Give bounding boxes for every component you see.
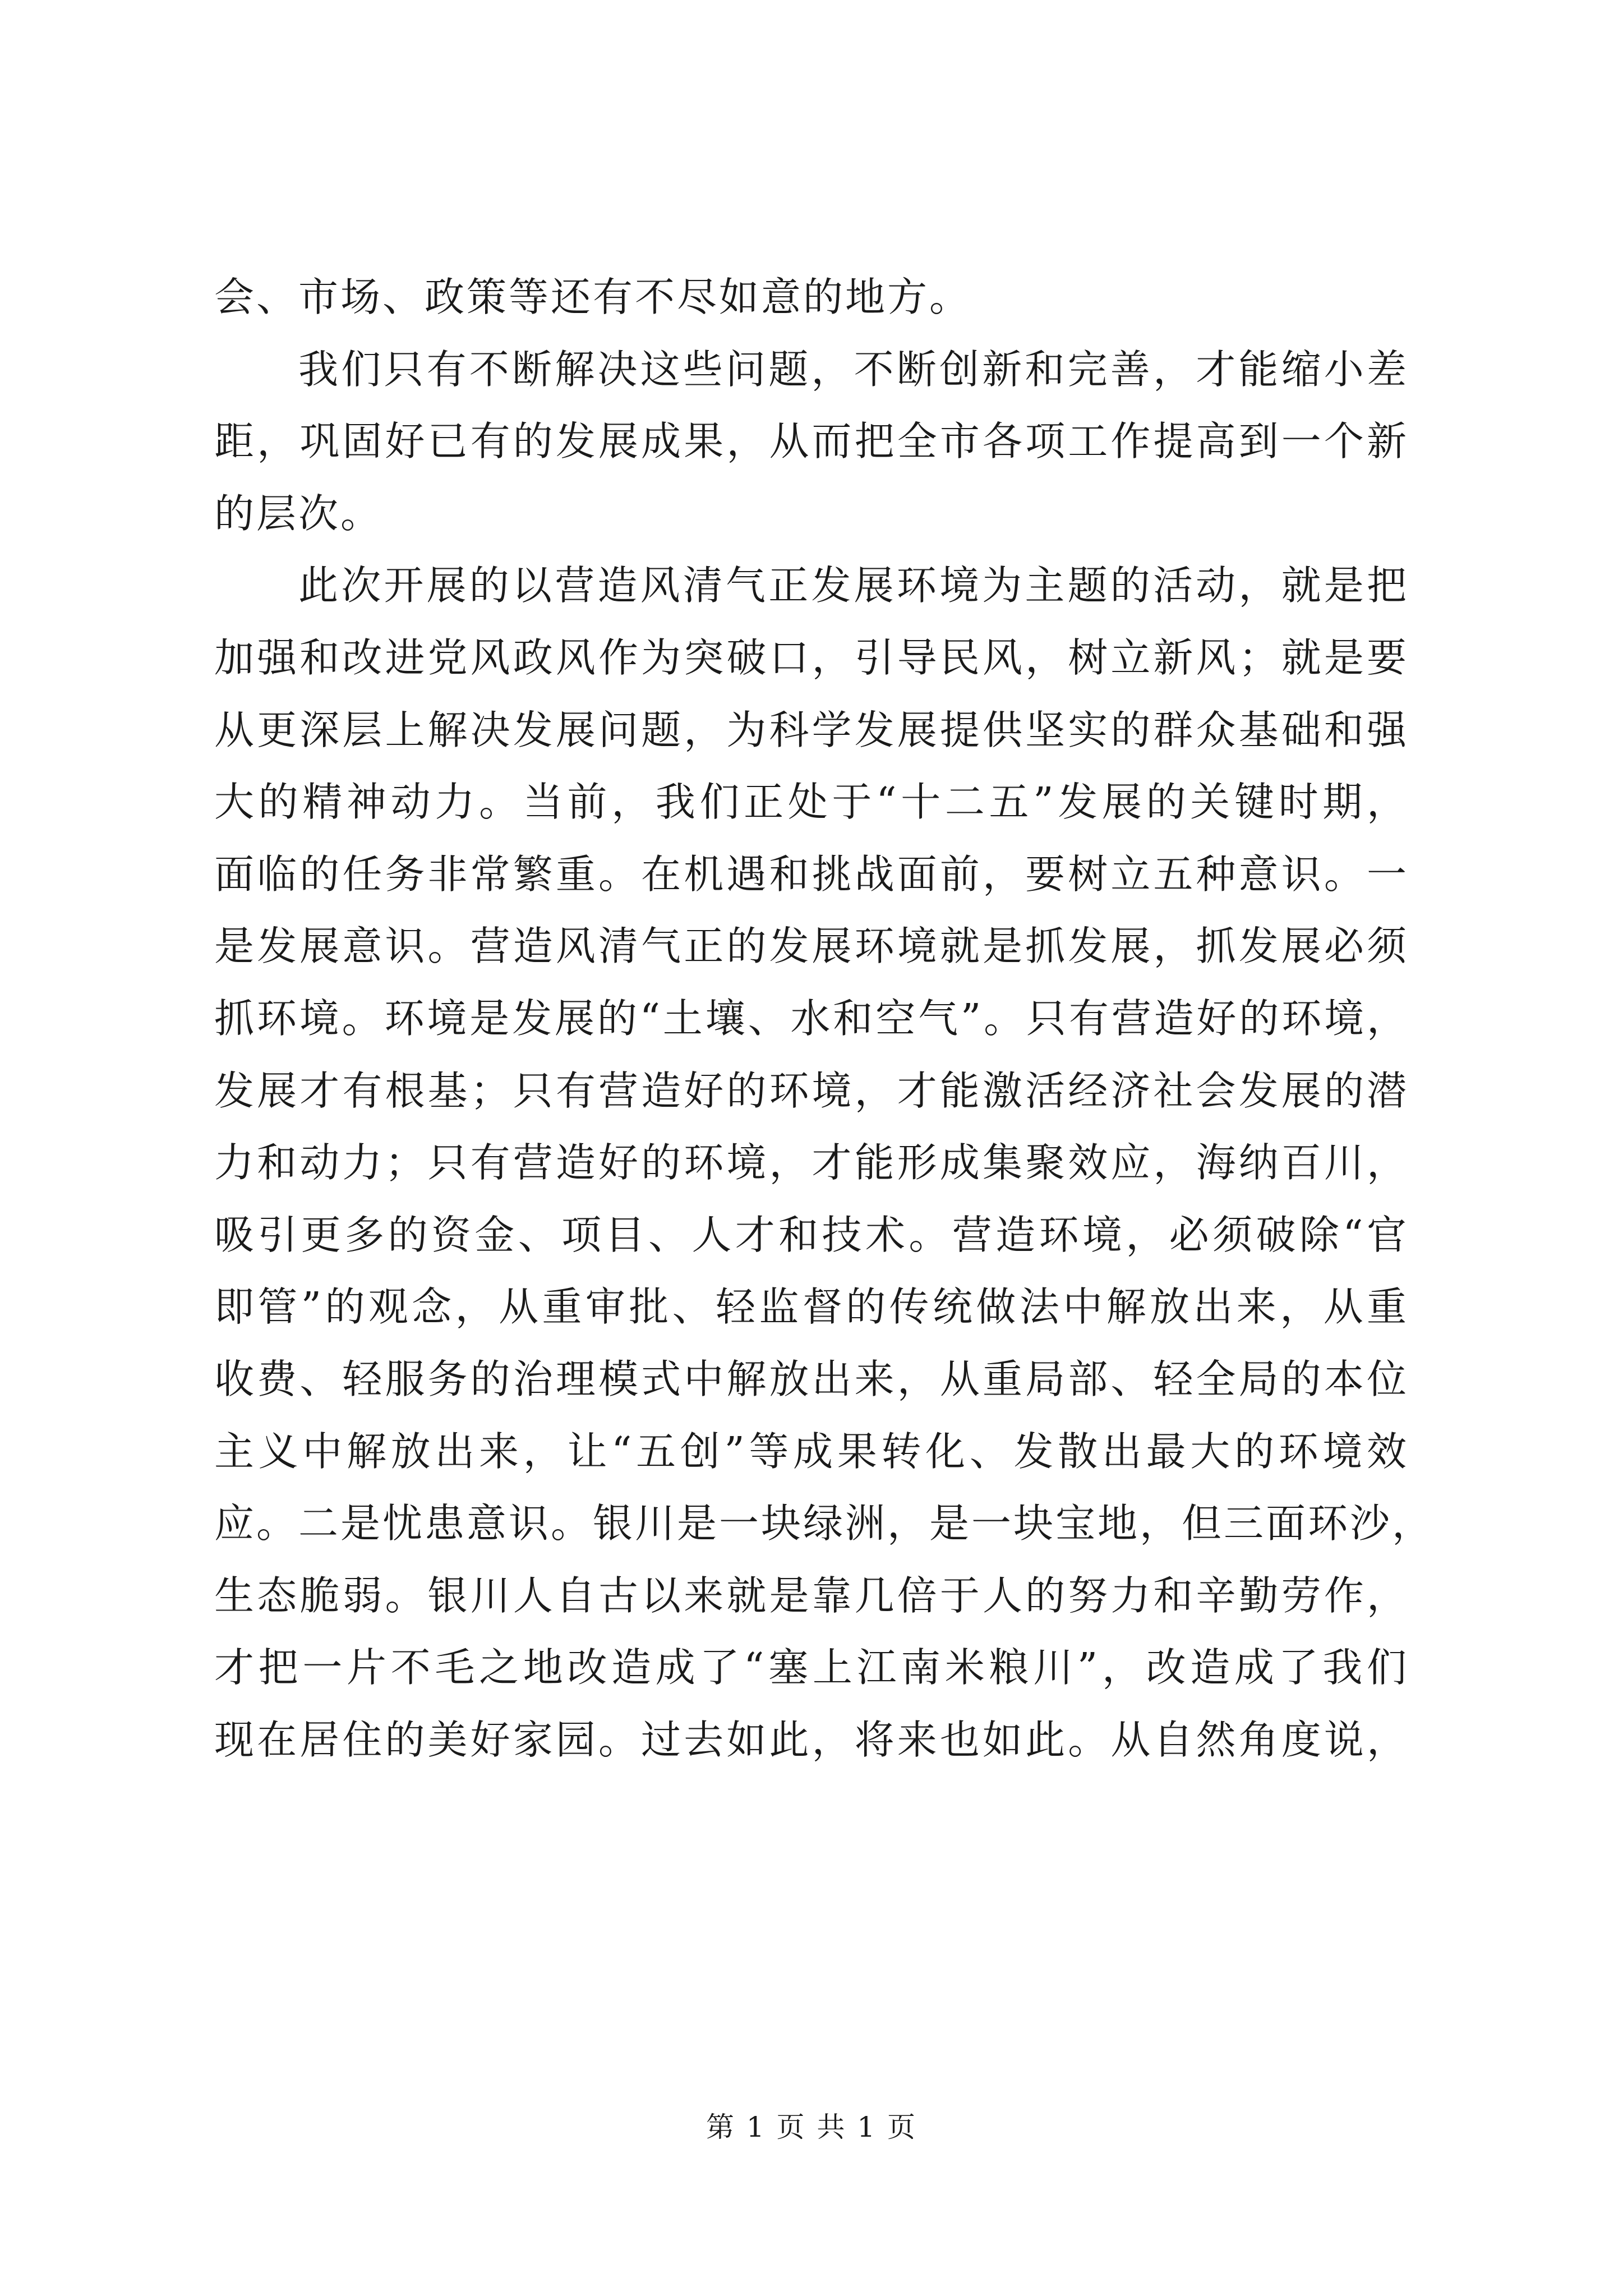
text-line: 才把一片不毛之地改造成了“塞上江南米粮川”，改造成了我们	[214, 1644, 1409, 1691]
text-line: 大的精神动力。当前，我们正处于“十二五”发展的关键时期，	[214, 779, 1409, 826]
text-line: 距，巩固好已有的发展成果，从而把全市各项工作提高到一个新	[214, 418, 1409, 465]
text-line: 从更深层上解决发展问题，为科学发展提供坚实的群众基础和强	[214, 706, 1409, 753]
text-line: 加强和改进党风政风作为突破口，引导民风，树立新风；就是要	[214, 634, 1409, 681]
text-line: 现在居住的美好家园。过去如此，将来也如此。从自然角度说，	[214, 1716, 1409, 1763]
text-line: 我们只有不断解决这些问题，不断创新和完善，才能缩小差	[298, 346, 1409, 393]
text-line: 此次开展的以营造风清气正发展环境为主题的活动，就是把	[298, 562, 1409, 609]
text-line: 生态脆弱。银川人自古以来就是靠几倍于人的努力和辛勤劳作，	[214, 1572, 1409, 1619]
document-body	[214, 261, 1435, 1776]
page-footer: 第 1 页 共 1 页	[706, 2111, 917, 2143]
text-line: 面临的任务非常繁重。在机遇和挑战面前，要树立五种意识。一	[214, 850, 1409, 898]
text-line: 发展才有根基；只有营造好的环境，才能激活经济社会发展的潜	[214, 1067, 1409, 1114]
text-line: 的层次。	[214, 490, 383, 537]
text-line: 即管”的观念，从重审批、轻监督的传统做法中解放出来，从重	[214, 1283, 1409, 1331]
text-line: 力和动力；只有营造好的环境，才能形成集聚效应，海纳百川，	[214, 1139, 1409, 1186]
text-line: 抓环境。环境是发展的“土壤、水和空气”。只有营造好的环境，	[214, 995, 1409, 1042]
text-line: 收费、轻服务的治理模式中解放出来，从重局部、轻全局的本位	[214, 1355, 1409, 1402]
text-line: 是发展意识。营造风清气正的发展环境就是抓发展，抓发展必须	[214, 923, 1409, 970]
text-line: 吸引更多的资金、项目、人才和技术。营造环境，必须破除“官	[214, 1211, 1409, 1258]
text-line: 应。二是忧患意识。银川是一块绿洲，是一块宝地，但三面环沙，	[214, 1500, 1435, 1547]
text-line: 会、市场、政策等还有不尽如意的地方。	[214, 274, 972, 320]
text-line: 主义中解放出来，让“五创”等成果转化、发散出最大的环境效	[214, 1428, 1409, 1475]
